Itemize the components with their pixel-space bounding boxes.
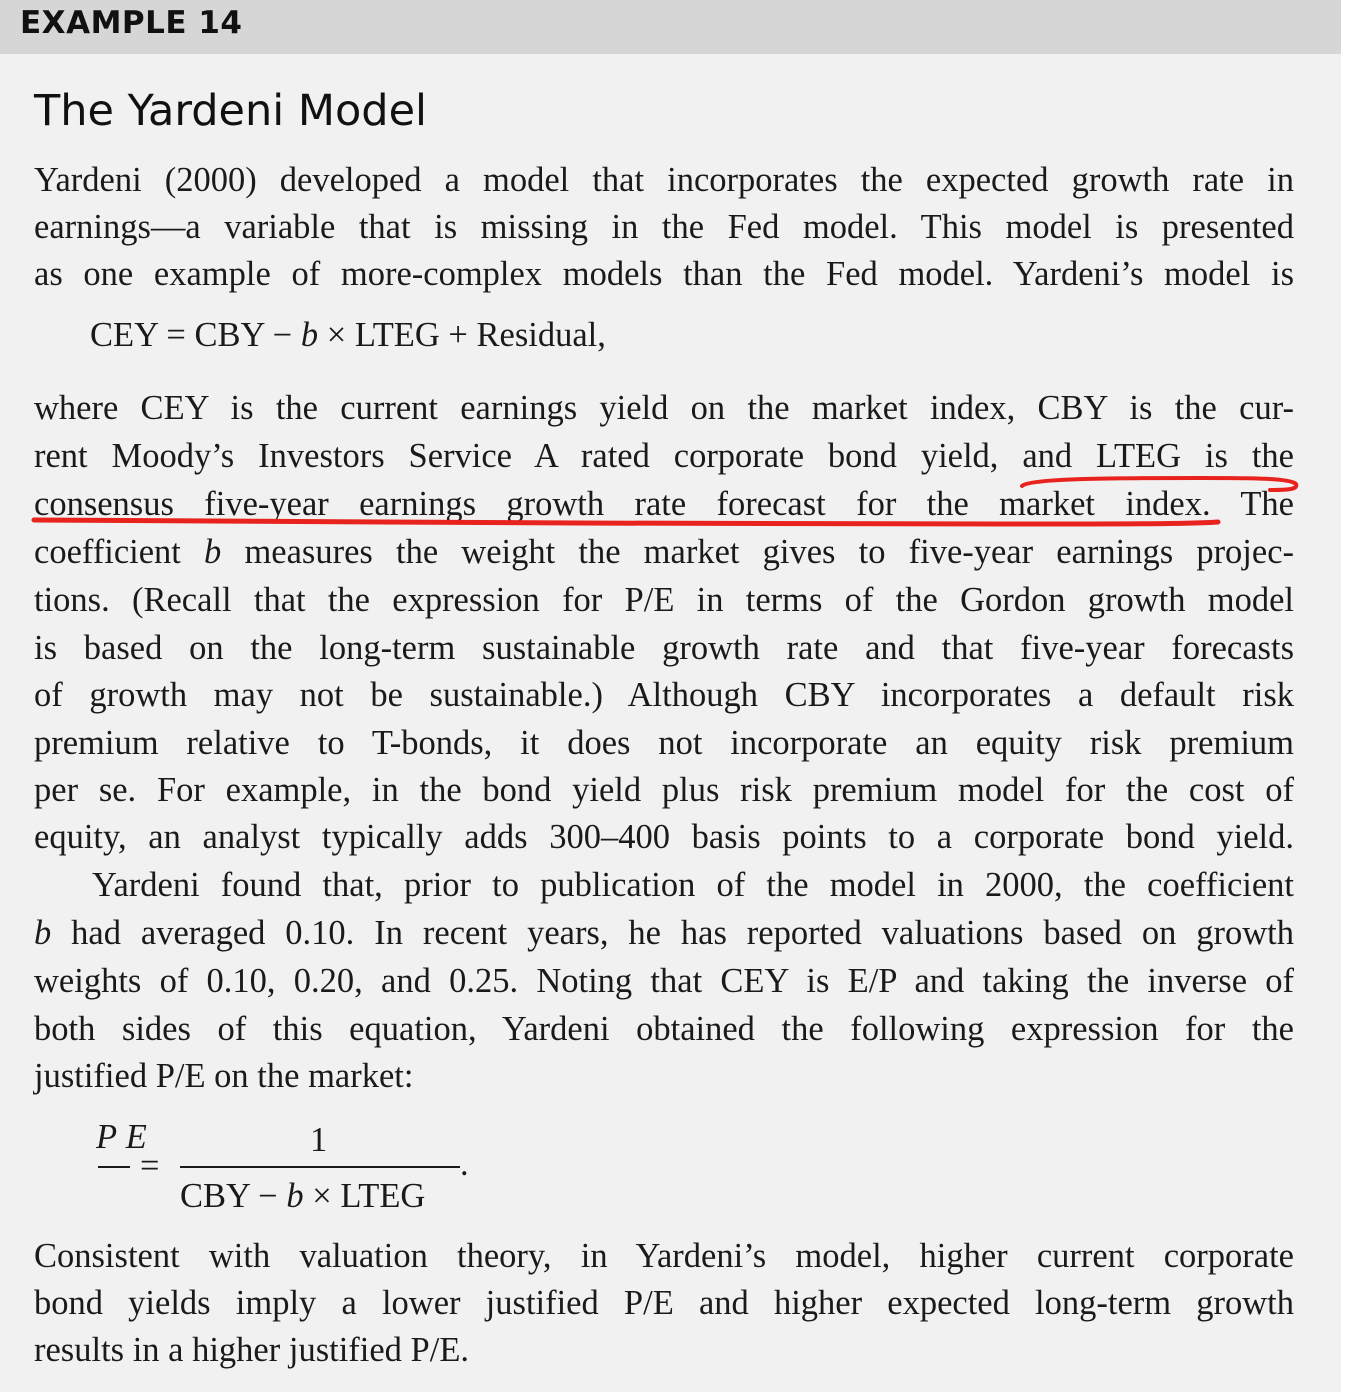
eq2-left-fraction-bar bbox=[98, 1166, 130, 1168]
eq2-lteg: LTEG bbox=[340, 1177, 426, 1215]
body-line-9: per se. For example, in the bond yield plus risk premium model for the cost of bbox=[34, 771, 1294, 809]
eq2-equals: = bbox=[140, 1147, 160, 1185]
body-line-1: where CEY is the current earnings yield on the market index, CBY is the cur- bbox=[34, 389, 1294, 427]
intro-line-2: earnings—a variable that is missing in the Fed model. This model is presented bbox=[34, 208, 1294, 246]
para2-b: b bbox=[34, 914, 52, 952]
example-label: EXAMPLE 14 bbox=[20, 5, 243, 41]
body-line-3: consensus five-year earnings growth rate forecast for the market index. The bbox=[34, 485, 1294, 523]
body-line-7: of growth may not be sustainable.) Although CBY incorporates a default risk bbox=[34, 676, 1294, 714]
coef-b: b bbox=[204, 533, 222, 571]
example-header-bar bbox=[0, 0, 1341, 54]
eq2-minus: − bbox=[258, 1177, 278, 1215]
para2-line-4: both sides of this equation, Yardeni obtained the following expression for the bbox=[34, 1010, 1294, 1048]
equation-yardeni bbox=[90, 313, 606, 357]
section-title: The Yardeni Model bbox=[34, 86, 427, 136]
para2-line-5: justified P/E on the market: bbox=[34, 1057, 414, 1095]
conclusion-line-2: bond yields imply a lower justified P/E and higher expected long-term growth bbox=[34, 1284, 1294, 1322]
para2-line-1: Yardeni found that, prior to publication of the model in 2000, the coefficient bbox=[92, 866, 1294, 904]
eq1-plus: + bbox=[448, 316, 468, 354]
intro-line-3: as one example of more-complex models than the Fed model. Yardeni’s model is bbox=[34, 255, 1294, 293]
eq2-cby: CBY bbox=[180, 1177, 250, 1215]
eq1-times: × bbox=[326, 316, 347, 354]
body-line-2: rent Moody’s Investors Service A rated corporate bond yield, and LTEG is the bbox=[34, 437, 1294, 475]
eq1-cey: CEY bbox=[90, 316, 158, 354]
body-line-4 bbox=[34, 530, 1294, 574]
eq2-denominator bbox=[180, 1176, 425, 1216]
para2-line-3: weights of 0.10, 0.20, and 0.25. Noting that CEY is E/P and taking the inverse of bbox=[34, 962, 1294, 1000]
equation-justified-pe bbox=[96, 1118, 496, 1218]
eq1-lteg: LTEG bbox=[354, 316, 440, 354]
eq1-residual: Residual, bbox=[476, 316, 606, 354]
body-line-8: premium relative to T-bonds, it does not incorporate an equity risk premium bbox=[34, 724, 1294, 762]
eq2-one: 1 bbox=[310, 1121, 328, 1159]
intro-line-1: Yardeni (2000) developed a model that incorporates the expected growth rate in bbox=[34, 161, 1294, 199]
eq2-e: E bbox=[125, 1118, 147, 1156]
eq2-times: × bbox=[312, 1177, 332, 1215]
conclusion-line-3: results in a higher justified P/E. bbox=[34, 1331, 470, 1369]
eq2-right-fraction-bar bbox=[180, 1166, 460, 1168]
coef-pre: coefficient bbox=[34, 533, 181, 571]
eq1-b: b bbox=[300, 316, 319, 354]
coef-post: measures the weight the market gives to five-year earnings projec- bbox=[244, 533, 1295, 571]
conclusion-line-1: Consistent with valuation theory, in Yardeni’s model, higher current corporate bbox=[34, 1237, 1294, 1275]
eq2-b: b bbox=[286, 1177, 304, 1215]
eq1-cby: CBY bbox=[194, 316, 265, 354]
body-line-6: is based on the long-term sustainable growth rate and that five-year forecasts bbox=[34, 629, 1294, 667]
eq2-period: . bbox=[460, 1145, 469, 1183]
body-line-10: equity, an analyst typically adds 300–400 basis points to a corporate bond yield. bbox=[34, 818, 1294, 856]
eq1-equals: = bbox=[166, 316, 186, 354]
body-line-5: tions. (Recall that the expression for P/E in terms of the Gordon growth model bbox=[34, 581, 1294, 619]
para2-line-2 bbox=[34, 911, 1294, 955]
para2-b-text: had averaged 0.10. In recent years, he has reported valuations based on growth bbox=[71, 914, 1294, 952]
eq2-p: P bbox=[96, 1118, 118, 1156]
eq1-minus: − bbox=[272, 316, 293, 354]
